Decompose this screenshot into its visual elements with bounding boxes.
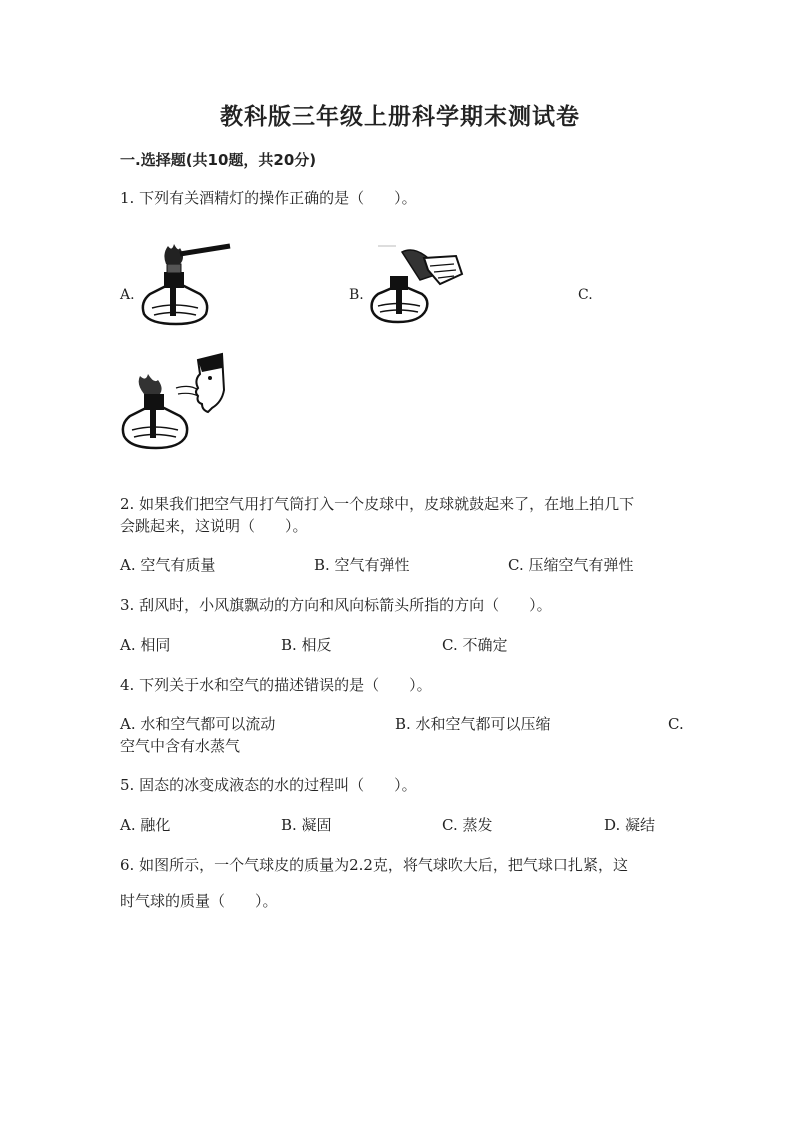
q1-option-b-label: B. <box>349 287 364 303</box>
q3-option-c: C. 不确定 <box>442 636 508 654</box>
q4-option-c-label: C. <box>668 715 684 733</box>
question-6-line-2: 时气球的质量（ ）。 <box>120 892 278 910</box>
q3-option-b: B. 相反 <box>281 636 332 654</box>
question-3: 3. 刮风时，小风旗飘动的方向和风向标箭头所指的方向（ ）。 <box>120 596 552 614</box>
question-5: 5. 固态的冰变成液态的水的过程叫（ ）。 <box>120 776 417 794</box>
q4-option-a: A. 水和空气都可以流动 <box>120 715 276 733</box>
q2-option-a: A. 空气有质量 <box>120 556 216 574</box>
question-2-line-2: 会跳起来，这说明（ ）。 <box>120 517 308 535</box>
q1-option-c-label: C. <box>578 287 593 303</box>
q2-option-b: B. 空气有弹性 <box>314 556 410 574</box>
section-heading: 一.选择题(共10题，共20分) <box>120 151 317 169</box>
q4-option-b: B. 水和空气都可以压缩 <box>395 715 551 733</box>
q5-option-c: C. 蒸发 <box>442 816 493 834</box>
q3-option-a: A. 相同 <box>120 636 171 654</box>
alcohol-lamp-lit-by-lamp-icon <box>134 236 234 328</box>
question-2-line-1: 2. 如果我们把空气用打气筒打入一个皮球中，皮球就鼓起来了，在地上拍几下 <box>120 495 635 513</box>
question-6-line-1: 6. 如图所示，一个气球皮的质量为2.2克，将气球吹大后，把气球口扎紧，这 <box>120 856 628 874</box>
alcohol-lamp-capping-icon <box>368 240 468 326</box>
q2-option-c: C. 压缩空气有弹性 <box>508 556 634 574</box>
q4-option-c-text: 空气中含有水蒸气 <box>120 737 241 755</box>
question-4: 4. 下列关于水和空气的描述错误的是（ ）。 <box>120 676 432 694</box>
q5-option-b: B. 凝固 <box>281 816 332 834</box>
question-2 <box>120 493 680 537</box>
q1-option-a-label: A. <box>120 287 135 303</box>
q5-option-a: A. 融化 <box>120 816 171 834</box>
q5-option-d: D. 凝结 <box>604 816 656 834</box>
alcohol-lamp-blowing-out-icon <box>118 350 228 454</box>
page-title: 教科版三年级上册科学期末测试卷 <box>220 104 580 130</box>
question-1: 1. 下列有关酒精灯的操作正确的是（ ）。 <box>120 189 417 207</box>
